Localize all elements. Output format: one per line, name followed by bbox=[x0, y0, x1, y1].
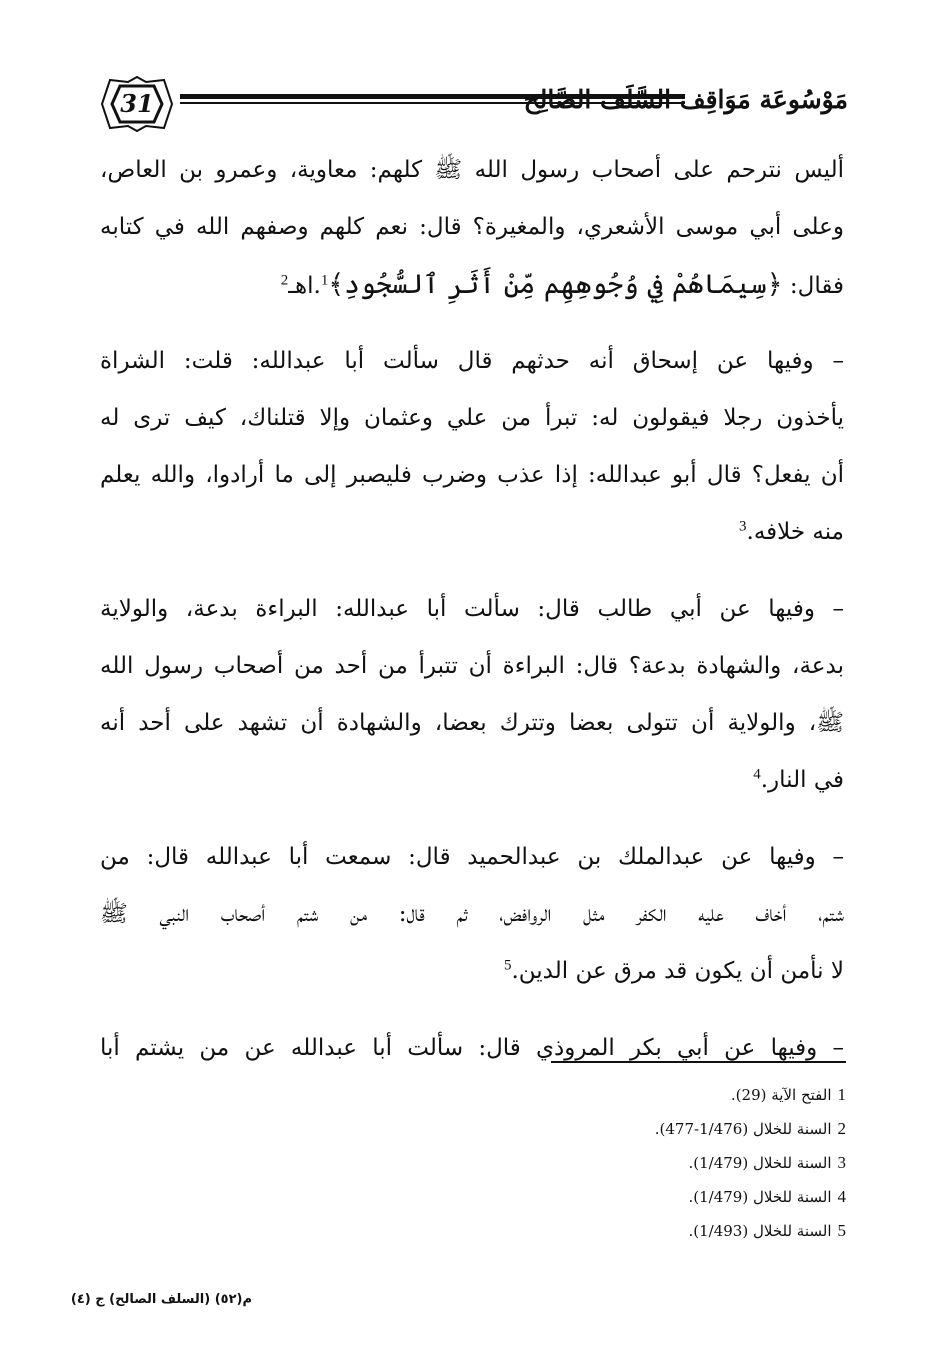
footnote-number: 2 bbox=[837, 1119, 846, 1138]
text-line: وعلى أبي موسى الأشعري، والمغيرة؟ قال: نعم كلهم وصفهم الله في كتابه bbox=[100, 214, 844, 240]
footnote-number: 1 bbox=[837, 1085, 846, 1104]
footnote-text: السنة للخلال (1/479). bbox=[688, 1188, 832, 1206]
footnote-item bbox=[400, 1214, 846, 1248]
footnote-item bbox=[400, 1180, 846, 1214]
footnotes bbox=[400, 1078, 846, 1248]
footnote-number: 4 bbox=[837, 1187, 846, 1206]
footnote-item bbox=[400, 1078, 846, 1112]
footnote-ref: 3 bbox=[739, 518, 747, 535]
series-title: مَوْسُوعَة مَوَاقِف السَّلَف الصَّالِح bbox=[523, 85, 848, 114]
page-number-badge bbox=[98, 76, 176, 132]
text-line: منه خلافه.$^3$ bbox=[739, 518, 844, 545]
footnote-separator bbox=[551, 1061, 846, 1063]
quran-verse: ﴿سِيمَاهُمْ فِي وُجُوهِهِم مِّنْ أَثَرِ ٱلسُّجُودِ﴾ bbox=[328, 269, 783, 300]
footnote-text: السنة للخلال (1/493). bbox=[688, 1222, 832, 1240]
footnote-number: 5 bbox=[837, 1221, 846, 1240]
text-line: بدعة، والشهادة بدعة؟ قال: البراءة أن تتبرأ من أحد من أصحاب رسول الله bbox=[100, 653, 844, 679]
text-line: – وفيها عن أبي بكر المروذي قال: سألت أبا عبدالله عن من يشتم أبا bbox=[100, 1035, 844, 1061]
main-text bbox=[100, 142, 844, 1077]
quote-suffix: .اهـ bbox=[288, 273, 321, 299]
text-line: ﷺ، والولاية أن تتولى بعضا وتترك بعضا، والشهادة أن تشهد على أحد أنه bbox=[100, 710, 844, 736]
text-line: – وفيها عن عبدالملك بن عبدالحميد قال: سمعت أبا عبدالله قال: من bbox=[100, 844, 844, 870]
footnote-ref: 5 bbox=[503, 957, 512, 974]
quran-quote-line bbox=[100, 256, 844, 313]
footnote-ref: 2 bbox=[280, 272, 289, 289]
text-line: – وفيها عن إسحاق أنه حدثهم قال سألت أبا عبدالله: قلت: الشراة bbox=[100, 348, 844, 374]
footnote-number: 3 bbox=[837, 1153, 846, 1172]
text-line: يأخذون رجلا فيقولون له: تبرأ من علي وعثمان وإلا قتلناك، كيف ترى له bbox=[100, 405, 844, 431]
text-line: أليس نترحم على أصحاب رسول الله ﷺ كلهم: معاوية، وعمرو بن العاص، bbox=[100, 157, 844, 183]
text-line: لا نأمن أن يكون قد مرق عن الدين.$^5$ bbox=[503, 957, 844, 984]
footnote-item bbox=[400, 1146, 846, 1180]
page-number: 31 bbox=[120, 89, 154, 118]
footnote-text: السنة للخلال (1/479). bbox=[688, 1154, 832, 1172]
footnote-text: السنة للخلال (1/476-477). bbox=[654, 1120, 832, 1138]
text-line: شتم، أخاف عليه الكفر مثل الروافض، ثم قال: من شتم أصحاب النبي ﷺ bbox=[100, 901, 844, 927]
quote-prefix: فقال: bbox=[782, 273, 844, 299]
page-header bbox=[98, 72, 848, 136]
text-line: في النار.$^4$ bbox=[753, 766, 844, 793]
printer-signature: م(٥٢) (السلف الصالح) ج (٤) bbox=[70, 1292, 252, 1307]
footnote-ref: 4 bbox=[753, 766, 761, 783]
footnote-ref: 1 bbox=[320, 272, 329, 289]
footnote-item bbox=[400, 1112, 846, 1146]
text-line: أن يفعل؟ قال أبو عبدالله: إذا عذب وضرب فليصبر إلى ما أرادوا، والله يعلم bbox=[100, 462, 844, 488]
footnote-text: الفتح الآية (29). bbox=[730, 1086, 832, 1104]
text-line: – وفيها عن أبي طالب قال: سألت أبا عبدالله: البراءة بدعة، والولاية bbox=[100, 596, 844, 622]
